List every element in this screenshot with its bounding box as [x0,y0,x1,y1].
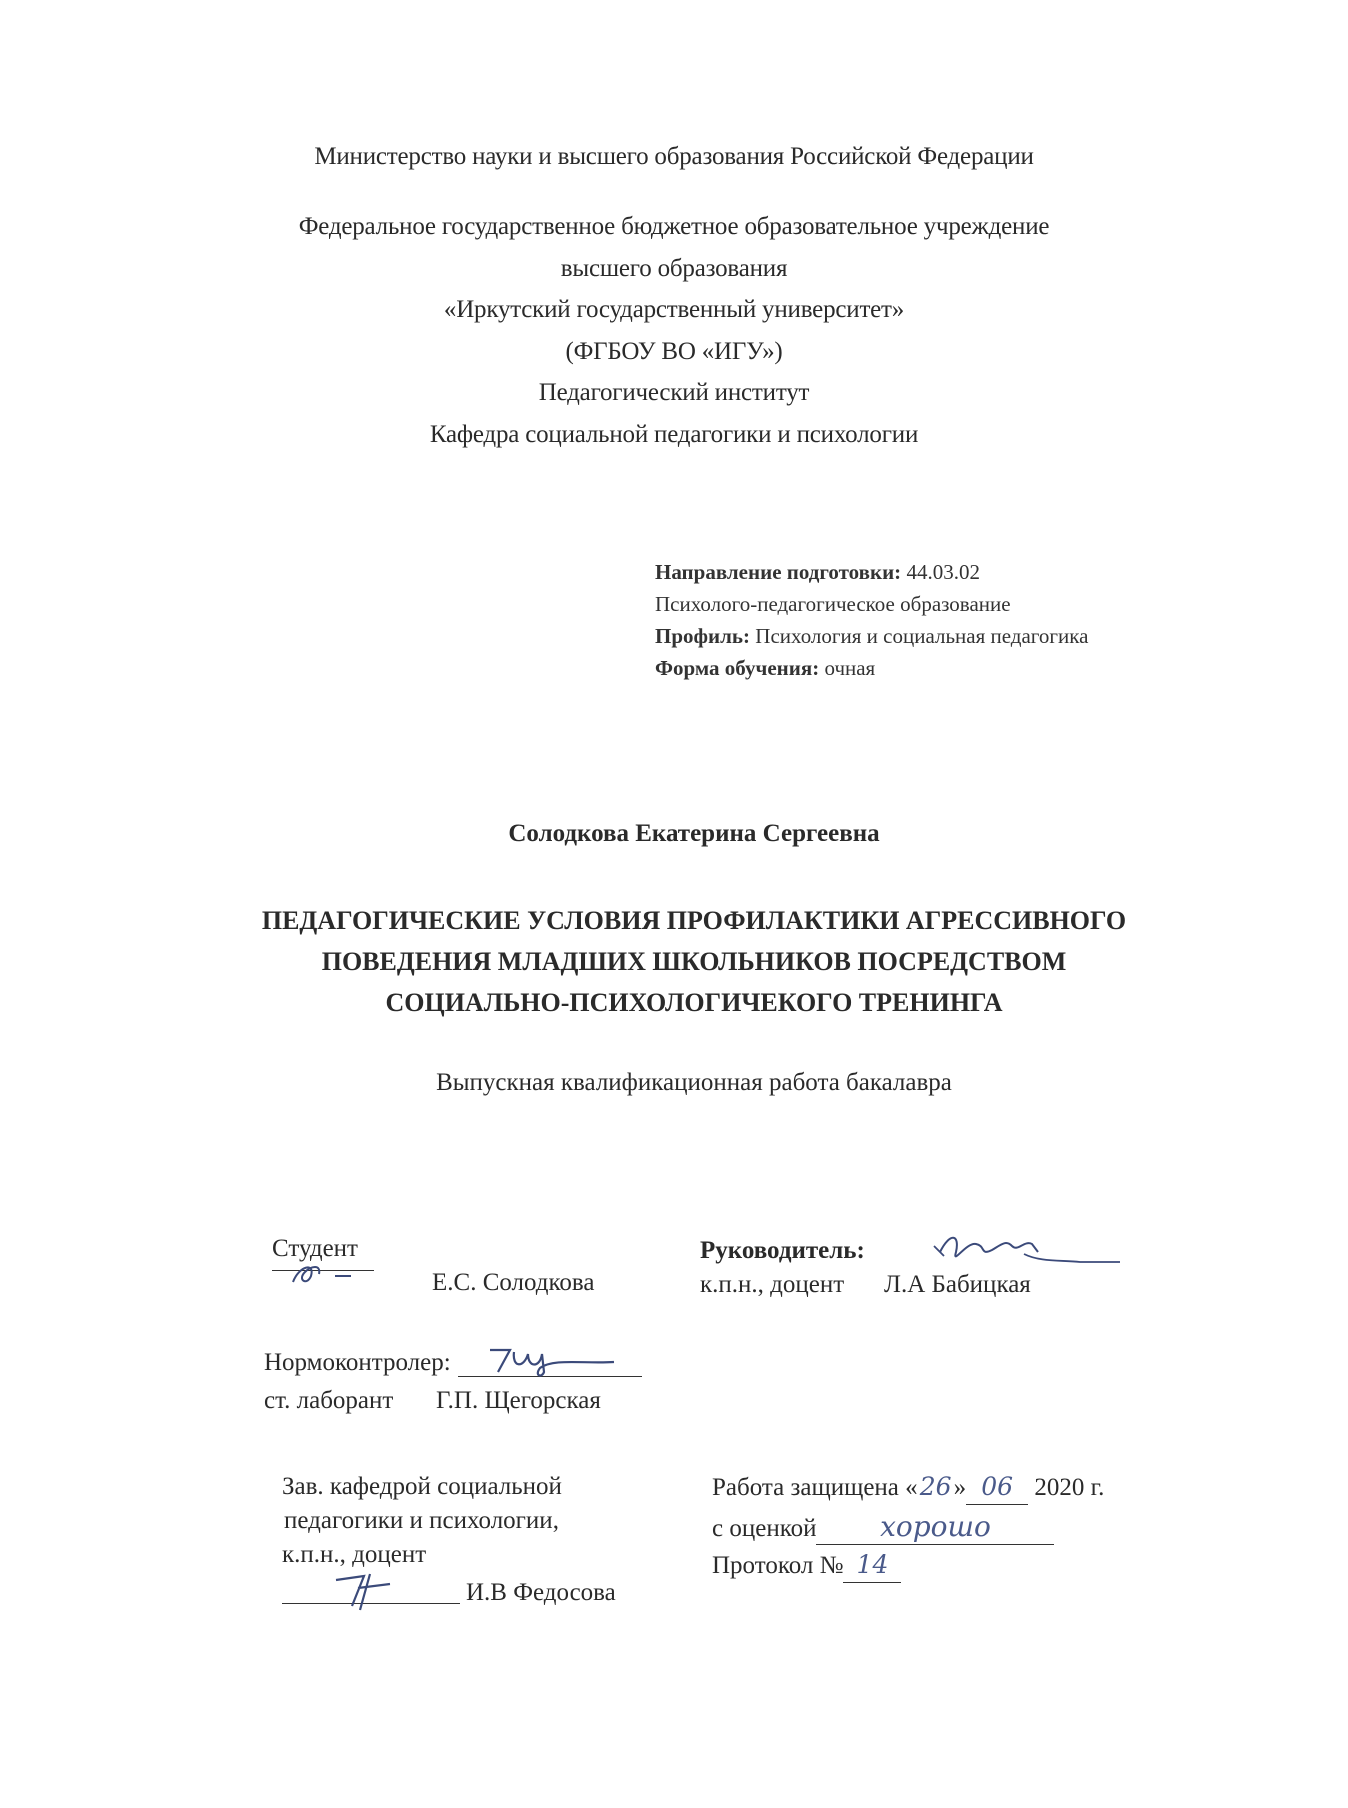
grade-label: с оценкой [712,1515,817,1542]
protocol-number: 14 [843,1548,901,1583]
direction-code: 44.03.02 [901,560,980,584]
normcontrol-signature [484,1338,624,1378]
head-signature [330,1566,420,1612]
protocol-row [712,1548,901,1583]
student-signature [285,1256,375,1288]
defense-month: 06 [966,1470,1028,1505]
ministry-header [0,138,1348,176]
university-line: «Иркутский государственный университет» [443,296,905,323]
supervisor-label: Руководитель: [700,1237,865,1264]
supervisor-title: к.п.н., доцент [700,1271,845,1298]
grade-value: хорошо [816,1510,1054,1545]
head-position-line: педагогики и психологии, [284,1507,559,1534]
form-label: Форма обучения: [655,656,820,680]
direction-name: Психолого-педагогическое образование [655,592,1011,616]
ministry-name: Министерство науки и высшего образования Российской Федерации [314,143,1034,170]
institute-name: Педагогический институт [538,379,810,406]
supervisor-name: Л.А Бабицкая [884,1271,1031,1298]
student-label: Студент [272,1235,358,1262]
head-position-line: Зав. кафедрой социальной [282,1473,562,1500]
defense-day: 26 [919,1472,952,1501]
profile-label: Профиль: [655,624,751,648]
grade-row [712,1510,1054,1546]
direction-row [655,556,1088,588]
profile-row [655,620,1088,652]
normcontrol-title: ст. лаборант [264,1387,394,1414]
university-line: Федеральное государственное бюджетное образовательное учреждение [298,213,1050,240]
title-line: ПОВЕДЕНИЯ МЛАДШИХ ШКОЛЬНИКОВ ПОСРЕДСТВОМ [321,947,1067,976]
author-name: Солодкова Екатерина Сергеевна [508,820,880,847]
student-name: Е.С. Солодкова [432,1269,595,1296]
form-value: очная [819,656,876,680]
title-line: СОЦИАЛЬНО-ПСИХОЛОГИЧЕКОГО ТРЕНИНГА [385,988,1003,1017]
normcontrol-name: Г.П. Щегорская [436,1387,601,1414]
defense-prefix: Работа защищена « [712,1474,918,1501]
supervisor-signature [920,1222,1120,1282]
defense-quote-close: » [953,1474,967,1501]
defense-year: 2020 г. [1028,1474,1105,1501]
work-type: Выпускная квалификационная работа бакалавра [436,1069,952,1096]
head-degree: к.п.н., доцент [282,1541,427,1568]
study-details [655,556,1088,684]
defense-date-row [712,1470,1104,1505]
title-line: ПЕДАГОГИЧЕСКИЕ УСЛОВИЯ ПРОФИЛАКТИКИ АГРЕССИВНОГО [261,906,1127,935]
university-line: высшего образования [560,254,788,282]
direction-label: Направление подготовки: [655,560,902,584]
profile-value: Психология и социальная педагогика [750,624,1089,648]
normcontrol-label: Нормоконтролер: [264,1349,451,1376]
head-name: И.В Федосова [466,1579,616,1606]
department-name: Кафедра социальной педагогики и психологии [429,420,919,448]
university-line: (ФГБОУ ВО «ИГУ») [565,337,783,365]
form-row [655,652,1088,684]
university-header [0,206,1348,455]
thesis-title [0,900,1348,1023]
protocol-label: Протокол № [712,1552,844,1579]
